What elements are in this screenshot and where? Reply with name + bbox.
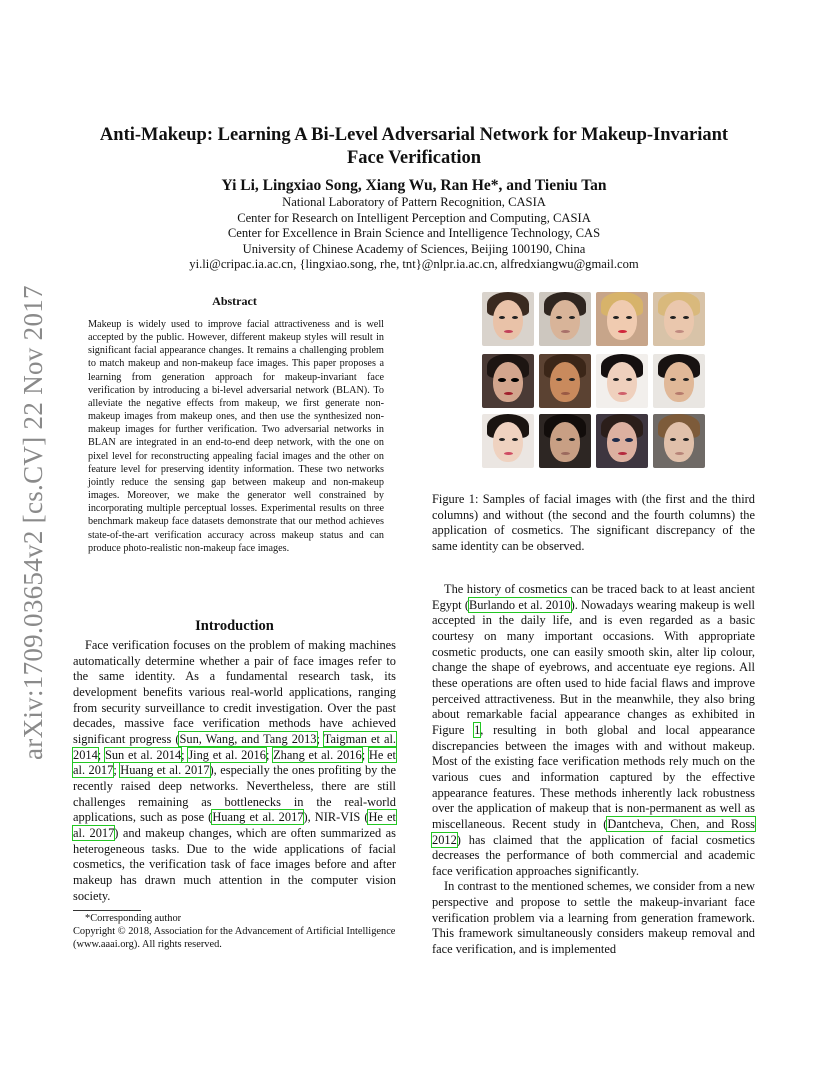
face-image — [482, 292, 534, 346]
abstract-heading: Abstract — [212, 294, 257, 308]
text-span: The history of cosmetics can be traced back to at least ancient Egypt ( — [432, 582, 755, 612]
face-image — [596, 292, 648, 346]
introduction-left-column — [73, 638, 396, 904]
text-span: ) and makeup changes, which are often summarized as heterogeneous tasks. Due to the wide applications of facial cosmetics, the verification task of face images before and after makeup has drawn much attention in the computer vision society. — [73, 825, 396, 903]
face-image — [653, 292, 705, 346]
copyright-notice: Copyright © 2018, Association for the Advancement of Artificial Intelligence (www.aaai.org). All rights reserved. — [73, 925, 396, 950]
face-image — [539, 414, 591, 468]
corresponding-author-note: *Corresponding author — [85, 913, 182, 924]
affiliation-line: Center for Research on Intelligent Perception and Computing, CASIA — [237, 210, 591, 225]
affiliation-line: University of Chinese Academy of Sciences, Beijing 100190, China — [242, 241, 586, 256]
text-span: ) has claimed that the application of facial cosmetics decreases the performance of both commercial and academic face verification approaches significantly. — [432, 832, 755, 878]
introduction-right-column — [432, 582, 755, 958]
citation-link[interactable]: He et al. 2017 — [73, 810, 396, 840]
citation-link[interactable]: Huang et al. 2017 — [212, 810, 304, 825]
text-span: , resulting in both global and local appearance discrepancies between the images with and without makeup. Most of the existing face verification methods rely much on the various cues and information captured by the effective appearance features. These methods inherently lack robustness over the application of makeup that is non-permanent as well as miscellaneous. Recent study in ( — [432, 722, 755, 831]
paper-title — [60, 124, 768, 170]
figure-reference-link[interactable]: 1 — [474, 722, 481, 737]
citation-link[interactable]: Sun et al. 2014 — [104, 747, 182, 762]
face-image — [596, 354, 648, 408]
introduction-paragraph — [73, 638, 396, 904]
face-image — [482, 414, 534, 468]
footnote — [73, 913, 403, 951]
figure-1-face-grid — [482, 290, 708, 470]
text-span: ). Nowadays wearing makeup is well accepted in the daily life, and is even regarded as a basic courtesy on many important occasions. With appropriate cosmetic products, one can easily smooth skin, alter lip colour, change the shape of eyebrows, and accentuate eye regions. All these operations are often used to hide facial flaws and improve perceived attractiveness. But in the meanwhile, they also bring about remarkable facial appearance changes as exhibited in Figure — [432, 597, 755, 737]
author-emails: yi.li@cripac.ia.ac.cn, {lingxiao.song, rhe, tnt}@nlpr.ia.ac.cn, alfredxiangwu@gmail.com — [189, 257, 639, 272]
citation-link[interactable]: Jing et al. 2016 — [188, 747, 266, 762]
text-span: ), NIR-VIS ( — [303, 810, 369, 825]
title-line-1: Anti-Makeup: Learning A Bi-Level Adversarial Network for Makeup-Invariant — [99, 125, 729, 145]
face-image — [596, 414, 648, 468]
arxiv-identifier: arXiv:1709.03654v2 [cs.CV] 22 Nov 2017 — [18, 285, 48, 760]
citation-link[interactable]: Zhang et al. 2016 — [273, 747, 362, 762]
face-image — [539, 354, 591, 408]
introduction-heading: Introduction — [195, 618, 274, 634]
citation-link[interactable]: Huang et al. 2017 — [120, 763, 210, 778]
author-list: Yi Li, Lingxiao Song, Xiang Wu, Ran He*, and Tieniu Tan — [221, 177, 607, 194]
introduction-paragraph — [432, 582, 755, 879]
citation-link[interactable]: Dantcheva, Chen, and Ross 2012 — [432, 816, 755, 847]
citation-link[interactable]: He et al. 2017 — [73, 747, 396, 778]
affiliations — [60, 195, 768, 273]
citation-link[interactable]: Taigman et al. 2014 — [73, 731, 397, 762]
text-span: ; — [265, 747, 274, 762]
text-span: ; — [316, 731, 324, 746]
face-image — [539, 292, 591, 346]
affiliation-line: Center for Excellence in Brain Science and Intelligence Technology, CAS — [227, 226, 601, 241]
text-span: ; — [97, 747, 105, 762]
title-line-2: Face Verification — [346, 148, 482, 168]
citation-link[interactable]: Burlando et al. 2010 — [468, 597, 571, 612]
face-image — [653, 354, 705, 408]
text-span: ; — [181, 747, 189, 762]
text-span: ), especially the ones profiting by the recently raised deep networks. Nevertheless, there are still challenges remaining as bottlenecks in the real-world applications, such as pose ( — [73, 763, 397, 825]
footnote-rule — [73, 910, 141, 911]
introduction-paragraph: In contrast to the mentioned schemes, we consider from a new perspective and propose to settle the makeup-invariant face verification problem via a learning from generation framework. This framework simultaneously considers makeup removal and face verification, and is implemented — [432, 879, 755, 957]
affiliation-line: National Laboratory of Pattern Recognition, CASIA — [282, 195, 546, 209]
text-span: ; — [113, 763, 121, 778]
figure-1-caption: Figure 1: Samples of facial images with (the first and the third columns) and without (the second and the fourth columns) the application of cosmetics. The significant discrepancy of the same identity can be observed. — [432, 492, 755, 553]
face-image — [482, 354, 534, 408]
citation-link[interactable]: Sun, Wang, and Tang 2013 — [179, 731, 317, 746]
text-span: Face verification focuses on the problem of making machines automatically determine whether a pair of face images refer to the same identity. As a fundamental research task, its development benefits various real-world applications, ranging from security surveillance to credit investigation. Over the past decades, massive face verification methods have achieved significant progress ( — [73, 638, 396, 746]
abstract-text: Makeup is widely used to improve facial attractiveness and is well accepted by the public. However, different makeup styles will result in significant facial appearance changes. It remains a challenging problem to match makeup and non-makeup face images. This paper proposes a learning from generation approach for makeup-invariant face verification by introducing a bi-level adversarial network (BLAN). To alleviate the negative effects from makeup, we first generate non-makeup images from makeup ones, and then use the synthesized non-makeup images for further verification. Two adversarial networks in BLAN are integrated in an end-to-end deep network, with the one on pixel level for reconstructing appealing facial images and the other on feature level for preserving identity information. These two networks jointly reduce the sensing gap between makeup and non-makeup images. Moreover, we make the generator well constrained by incorporating multiple perceptual losses. Experimental results on three benchmark makeup face datasets demonstrate that our method achieves state-of-the-art verification accuracy across makeup status and can produce photo-realistic non-makeup face images. — [88, 319, 384, 554]
face-image — [653, 414, 705, 468]
text-span: ; — [361, 747, 369, 762]
